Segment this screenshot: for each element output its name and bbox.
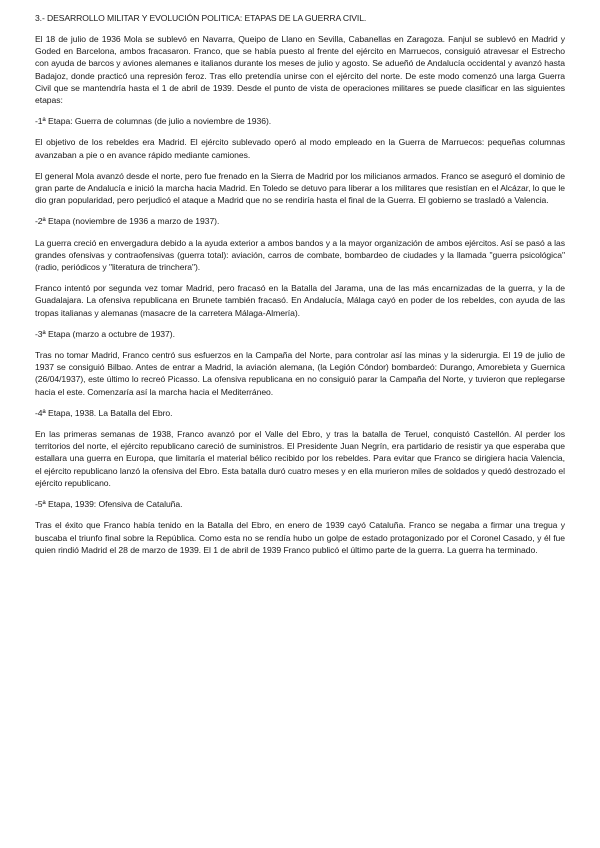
stage-5-paragraph: Tras el éxito que Franco había tenido en la Batalla del Ebro, en enero de 1939 cayó Cataluña. Franco se negaba a firmar una tregua y buscaba el triunfo final sobre la República. Como esta no se rendía hubo un golpe de estado protagonizado por el Coronel Casado, y él fue quien rindió Madrid el 28 de marzo de 1939. El 1 de abril de 1939 Franco publicó el último parte de la guerra. La guerra ha terminado. xyxy=(35,520,565,555)
stage-1-paragraph-1: El objetivo de los rebeldes era Madrid. El ejército sublevado operó al modo empleado en la Guerra de Marruecos: pequeñas columnas avanzaban a pie o en avance rápido mediante camiones. xyxy=(35,137,565,160)
stage-2-paragraph-1: La guerra creció en envergadura debido a la ayuda exterior a ambos bandos y a la mayor organización de ambos ejércitos. Así se pasó a las grandes ofensivas y contraofensivas (guerra total): aviación, carros de combate, bombardeo de ciudades y la llamada "guerra psicológica" (radio, periódicos y "literatura de trinchera"). xyxy=(35,237,565,273)
stage-1-heading: -1ª Etapa: Guerra de columnas (de julio a noviembre de 1936). xyxy=(35,116,272,127)
stage-4-heading: -4ª Etapa, 1938. La Batalla del Ebro. xyxy=(35,407,173,418)
document-title: 3.- DESARROLLO MILITAR Y EVOLUCIÓN POLITICA: ETAPAS DE LA GUERRA CIVIL. xyxy=(35,13,367,23)
stage-2-heading: -2ª Etapa (noviembre de 1936 a marzo de 1937). xyxy=(35,216,220,227)
stage-1-paragraph-2: El general Mola avanzó desde el norte, pero fue frenado en la Sierra de Madrid por los milicianos armados. Franco se aseguró el dominio de gran parte de Andalucía e inició la marcha hacia Madrid. En Toledo se detuvo para liberar a los militares que resistían en el Alcázar, lo que le dio gran popularidad, pero perjudicó el ataque a Madrid que no se rendiría hasta el final de la Guerra. El gobierno se trasladó a Valencia. xyxy=(35,170,565,206)
stage-4-paragraph: En las primeras semanas de 1938, Franco avanzó por el Valle del Ebro, y tras la batalla de Teruel, conquistó Castellón. Al perder los territorios del norte, el ejército republicano careció de suministros. El Presidente Juan Negrín, era partidario de resistir ya que esperaba que estallara una guerra en Europa, que limitaría el material bélico recibido por los rebeldes. Para evitar que Franco se dirigiera hacia Valencia, el ejército republicano lanzó la ofensiva del Ebro. Esta batalla duró cuatro meses y en ella murieron miles de soldados y quedó destrozado el ejército republicano. xyxy=(35,429,565,488)
stage-3-paragraph: Tras no tomar Madrid, Franco centró sus esfuerzos en la Campaña del Norte, para controlar así las minas y la siderurgia. El 19 de julio de 1937 se consiguió Bilbao. Antes de entrar a Madrid, la aviación alemana, (la Legión Cóndor) bombardeó: Durango, Amorebieta y Guernica (26/04/1937), este último lo recreó Picasso. La ofensiva republicana en no consiguió parar la Campaña del Norte, y tuvieron que replegarse hacia el este. Comenzaría así la marcha hacia el Mediterráneo. xyxy=(35,350,565,397)
intro-paragraph: El 18 de julio de 1936 Mola se sublevó en Navarra, Queipo de Llano en Sevilla, Cabanellas en Zaragoza. Fanjul se sublevó en Madrid y Goded en Barcelona, ambos fracasaron. Franco, que se había puesto al frente del ejército en Marruecos, consiguió atravesar el Estrecho con ayuda de barcos y aviones alemanes e italianos durante los meses de julio y agosto. Se adueñó de Andalucía occidental y avanzó hasta Badajoz, donde practicó una represión feroz. Tras ello pretendía unirse con el ejército del norte. De este modo comenzó una larga Guerra Civil que se mantendría hasta el 1 de abril de 1939. Desde el punto de vista de operaciones militares se puede clasificar en las siguientes etapas: xyxy=(35,34,565,106)
stage-3-heading: -3ª Etapa (marzo a octubre de 1937). xyxy=(35,328,175,339)
stage-2-paragraph-2: Franco intentó por segunda vez tomar Madrid, pero fracasó en la Batalla del Jarama, una de las más encarnizadas de la guerra, y la de Guadalajara. La ofensiva republicana en Brunete también fracasó. En Andalucía, Málaga cayó en poder de los rebeldes, con ayuda de las tropas italianas y alemanas (masacre de la carretera Málaga-Almería). xyxy=(35,283,565,318)
stage-5-heading: -5ª Etapa, 1939: Ofensiva de Cataluña. xyxy=(35,499,183,510)
